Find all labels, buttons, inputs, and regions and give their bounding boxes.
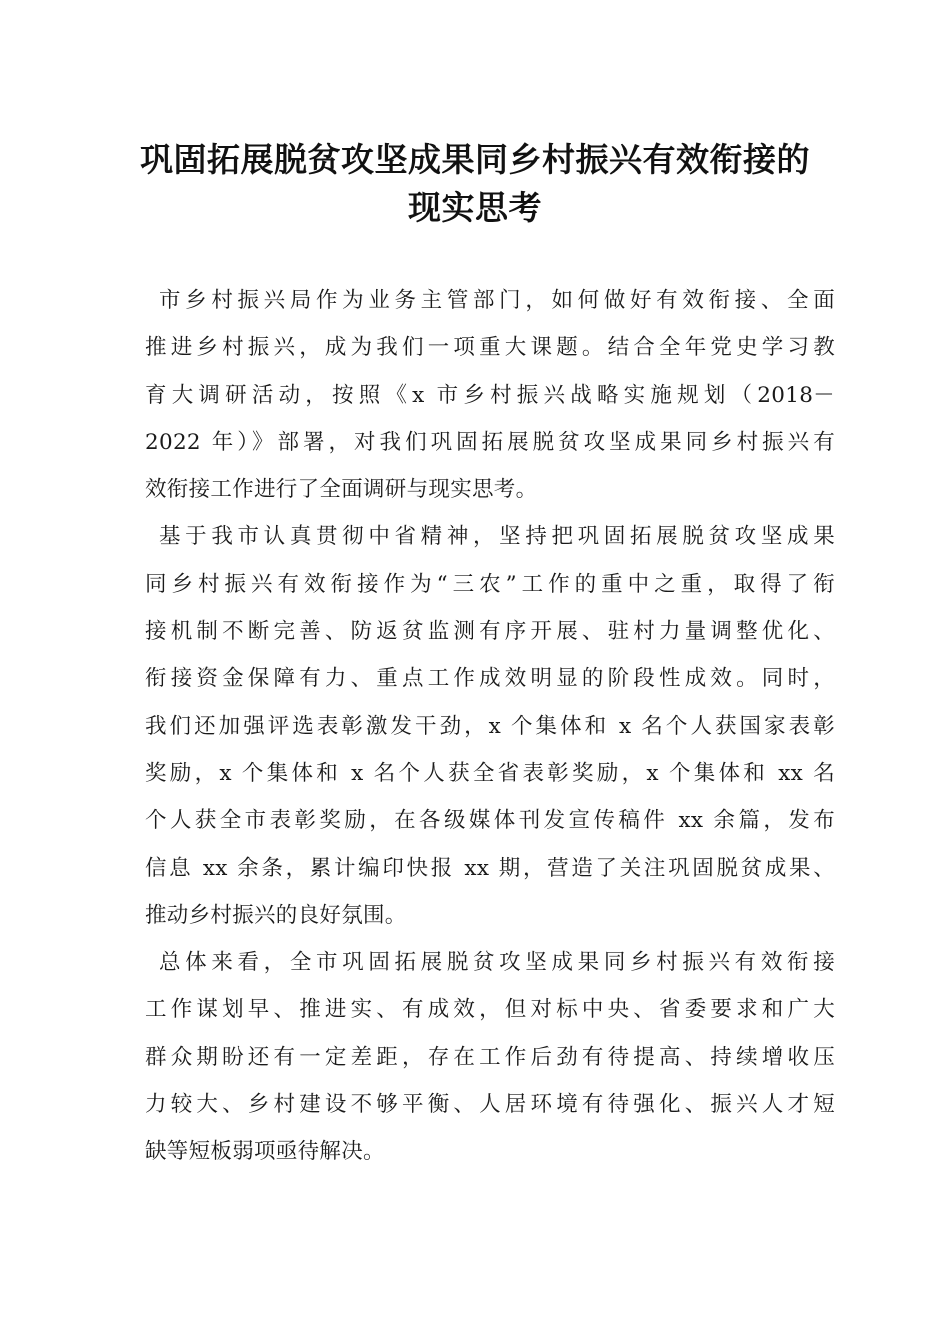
paragraph-line: 缺等短板弱项亟待解决。 <box>145 1139 385 1165</box>
document-body <box>145 277 835 1176</box>
paragraph-line: 2022 年）》部署，对我们巩固拓展脱贫攻坚成果同乡村振兴有 <box>145 429 835 455</box>
paragraph-line: 市乡村振兴局作为业务主管部门，如何做好有效衔接、全面 <box>159 288 835 313</box>
paragraph-3 <box>145 939 835 1175</box>
paragraph-line: 工作谋划早、推进实、有成效，但对标中央、省委要求和广大 <box>145 997 835 1023</box>
paragraph-line: 效衔接工作进行了全面调研与现实思考。 <box>145 477 538 503</box>
title-line-1: 巩固拓展脱贫攻坚成果同乡村振兴有效衔接的 <box>140 140 810 179</box>
paragraph-1 <box>145 277 835 513</box>
paragraph-line: 同乡村振兴有效衔接作为“三农”工作的重中之重，取得了衔 <box>145 571 835 597</box>
paragraph-line: 育大调研活动，按照《x 市乡村振兴战略实施规划（2018－ <box>145 382 835 408</box>
document-title <box>110 136 840 232</box>
paragraph-line: 群众期盼还有一定差距，存在工作后劲有待提高、持续增收压 <box>145 1044 835 1070</box>
paragraph-line: 个人获全市表彰奖励，在各级媒体刊发宣传稿件 xx 余篇，发布 <box>145 808 835 834</box>
paragraph-line: 我们还加强评选表彰激发干劲，x 个集体和 x 名个人获国家表彰 <box>145 713 835 739</box>
paragraph-line: 基于我市认真贯彻中省精神，坚持把巩固拓展脱贫攻坚成果 <box>159 524 835 550</box>
paragraph-line: 推进乡村振兴，成为我们一项重大课题。结合全年党史学习教 <box>145 335 835 361</box>
paragraph-2 <box>145 513 835 939</box>
title-line-2: 现实思考 <box>408 188 542 227</box>
paragraph-line: 衔接资金保障有力、重点工作成效明显的阶段性成效。同时， <box>145 666 835 692</box>
paragraph-line: 信息 xx 余条，累计编印快报 xx 期，营造了关注巩固脱贫成果、 <box>145 855 835 881</box>
paragraph-line: 总体来看，全市巩固拓展脱贫攻坚成果同乡村振兴有效衔接 <box>159 950 835 976</box>
paragraph-line: 推动乡村振兴的良好氛围。 <box>145 902 407 928</box>
paragraph-line: 奖励，x 个集体和 x 名个人获全省表彰奖励，x 个集体和 xx 名 <box>145 760 835 786</box>
paragraph-line: 力较大、乡村建设不够平衡、人居环境有待强化、振兴人才短 <box>145 1092 835 1118</box>
paragraph-line: 接机制不断完善、防返贫监测有序开展、驻村力量调整优化、 <box>145 619 835 645</box>
